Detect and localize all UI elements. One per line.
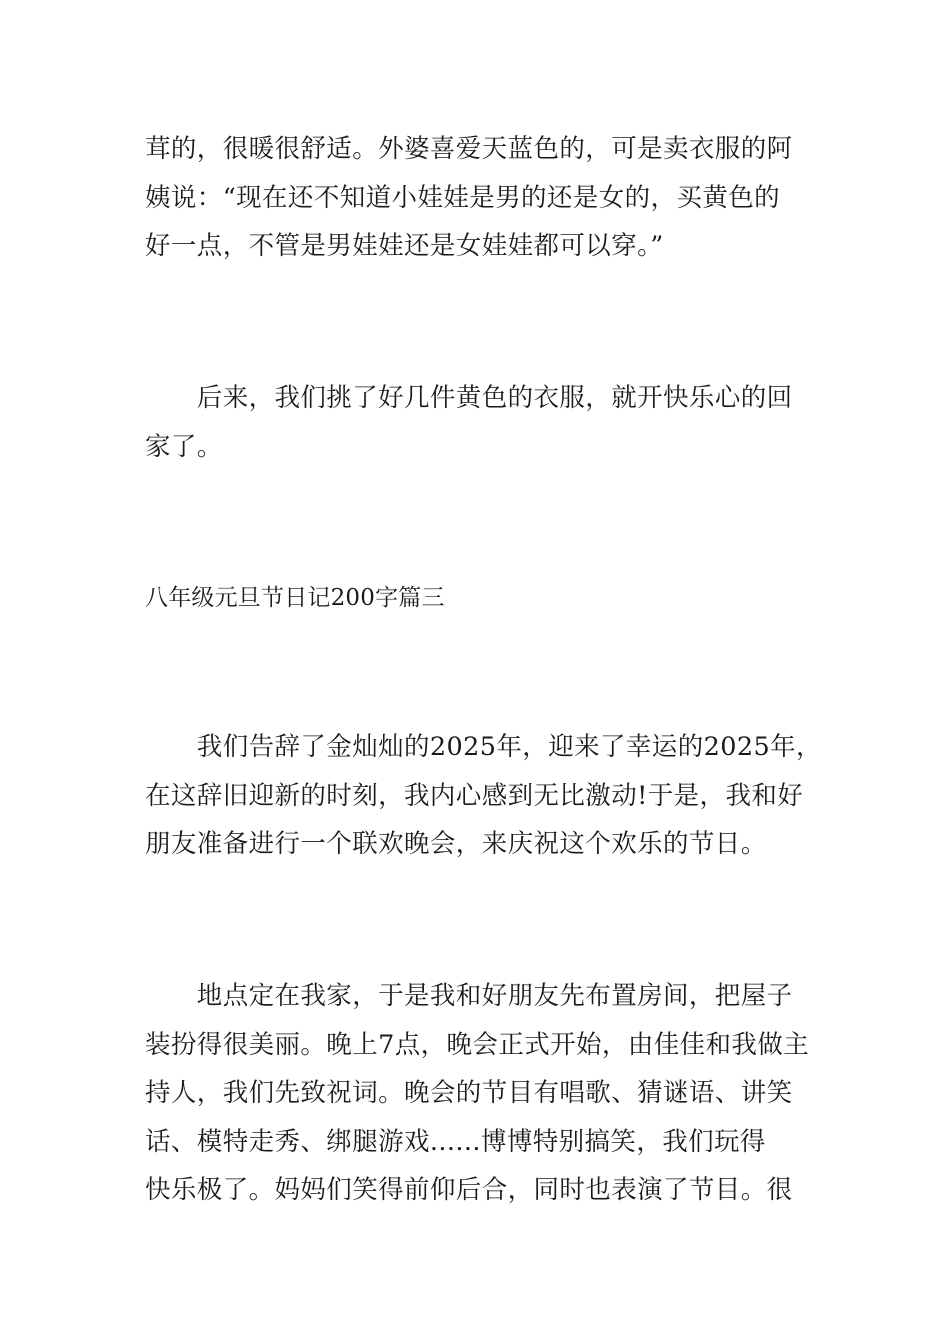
paragraph-4 [145, 972, 810, 1215]
paragraph-3 [145, 723, 822, 869]
section-heading-block [145, 574, 810, 623]
paragraph-line: 地点定在我家，于是我和好朋友先布置房间，把屋子 [145, 981, 793, 1011]
paragraph-line: 家了。 [145, 431, 223, 462]
paragraph-line: 在这辞旧迎新的时刻，我内心感到无比激动!于是，我和好 [145, 780, 804, 811]
paragraph-line: 话、模特走秀、绑腿游戏......博博特别搞笑，我们玩得 [145, 1126, 766, 1157]
paragraph-line: 装扮得很美丽。晚上7点，晚会正式开始，由佳佳和我做主 [145, 1029, 810, 1060]
paragraph-line: 后来，我们挑了好几件黄色的衣服，就开快乐心的回 [145, 383, 793, 413]
paragraph-line: 茸的，很暖很舒适。外婆喜爱天蓝色的，可是卖衣服的阿 [145, 134, 793, 164]
paragraph-line: 姨说：“现在还不知道小娃娃是男的还是女的，买黄色的 [145, 182, 781, 213]
paragraph-line: 朋友准备进行一个联欢晚会，来庆祝这个欢乐的节日。 [145, 829, 767, 859]
paragraph-1 [145, 125, 810, 271]
paragraph-line: 快乐极了。妈妈们笑得前仰后合，同时也表演了节目。很 [145, 1175, 793, 1205]
paragraph-2 [145, 374, 810, 471]
paragraph-line: 持人，我们先致祝词。晚会的节目有唱歌、猜谜语、讲笑 [145, 1078, 793, 1108]
paragraph-line: 好一点，不管是男娃娃还是女娃娃都可以穿。” [145, 231, 664, 261]
section-heading: 八年级元旦节日记200字篇三 [145, 585, 445, 611]
paragraph-line: 我们告辞了金灿灿的2025年，迎来了幸运的2025年， [145, 732, 822, 762]
